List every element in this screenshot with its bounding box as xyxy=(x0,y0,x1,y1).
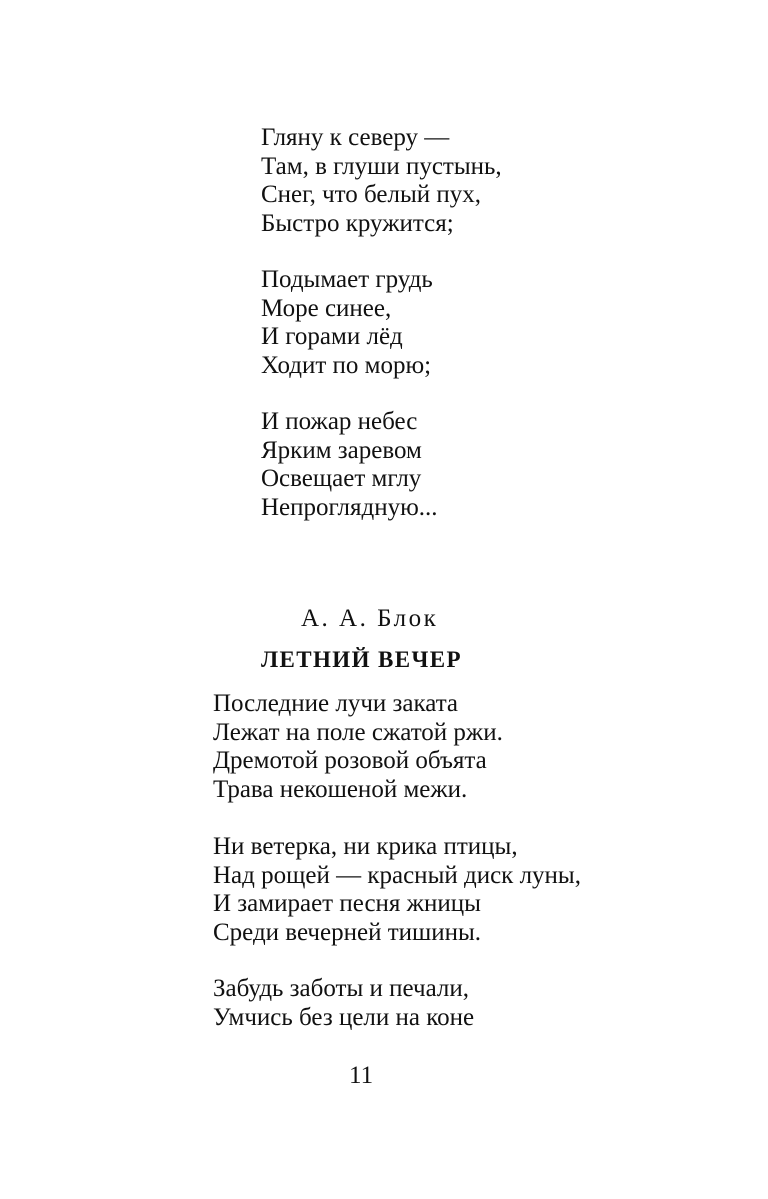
poem-title: ЛЕТНИЙ ВЕЧЕР xyxy=(261,647,462,672)
poem-line: Море синее, xyxy=(261,294,392,322)
poem-line: Подымает грудь xyxy=(261,266,433,293)
poem-line: Непроглядную... xyxy=(261,493,438,521)
poem-line: Снег, что белый пух, xyxy=(261,181,482,208)
poem-line: Ни ветерка, ни крика птицы, xyxy=(213,833,518,860)
poem-line: Там, в глуши пустынь, xyxy=(261,152,502,180)
poem1-stanza-3 xyxy=(261,408,438,522)
poem-line: Ходит по морю; xyxy=(261,351,432,379)
poem-author: А. А. Блок xyxy=(301,605,439,632)
poem-line: Последние лучи заката xyxy=(213,690,459,717)
poem-line: Трава некошеной межи. xyxy=(213,775,468,803)
poem-line: Ярким заревом xyxy=(261,436,422,464)
poem-line: Гляну к северу — xyxy=(261,124,450,151)
poem1-stanza-1 xyxy=(261,124,502,238)
poem-line: Среди вечерней тишины. xyxy=(213,918,482,946)
poem-line: Умчись без цели на коне xyxy=(213,1003,475,1031)
poem-line: И пожар небес xyxy=(261,408,418,435)
poem2-stanza-2 xyxy=(213,833,581,947)
poem-line: И замирает песня жницы xyxy=(213,890,481,917)
poem2-stanza-3 xyxy=(213,975,474,1032)
poem-line: Освещает мглу xyxy=(261,465,422,492)
poem-line: Лежат на поле сжатой ржи. xyxy=(213,718,503,746)
poem-line: Дремотой розовой объята xyxy=(213,747,487,774)
poem-line: И горами лёд xyxy=(261,323,403,350)
page-number: 11 xyxy=(349,1062,374,1089)
poem-line: Над рощей — красный диск луны, xyxy=(213,861,581,889)
poem2-stanza-1 xyxy=(213,690,503,804)
poem1-stanza-2 xyxy=(261,266,433,380)
poem-line: Забудь заботы и печали, xyxy=(213,975,469,1002)
poem-line: Быстро кружится; xyxy=(261,209,454,237)
